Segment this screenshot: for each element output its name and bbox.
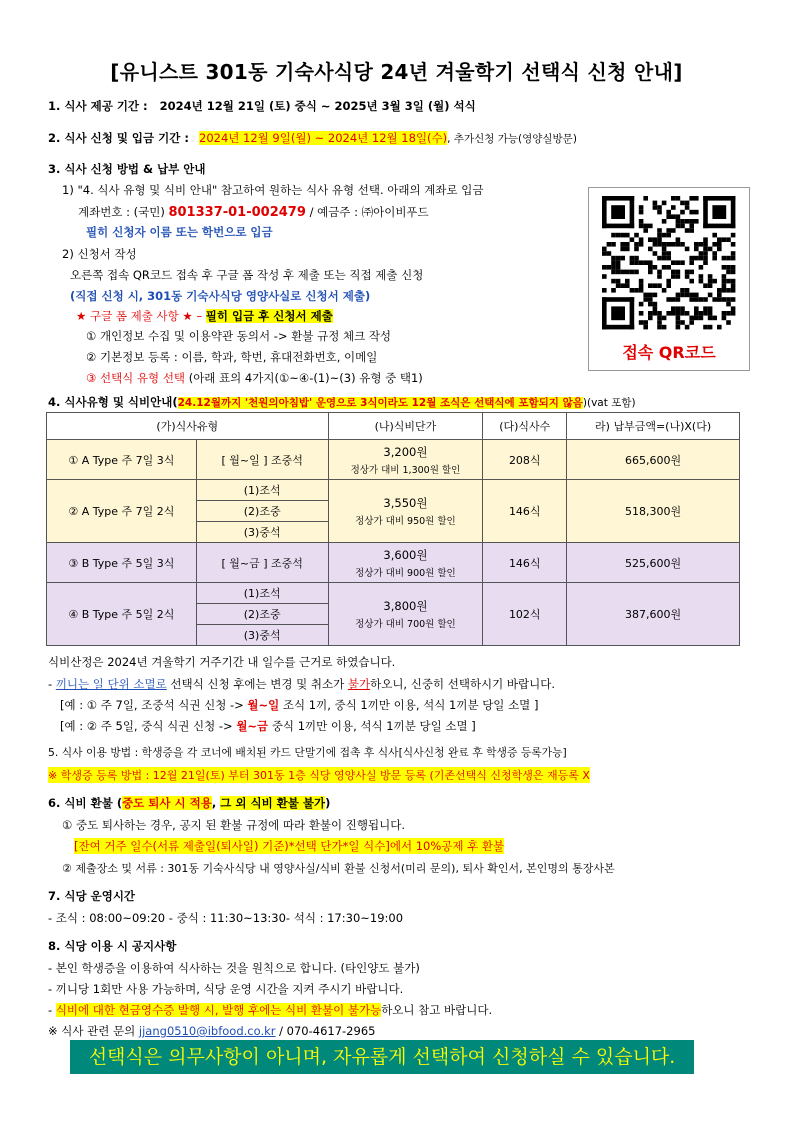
row-total: 525,600원 bbox=[567, 543, 740, 583]
row-price: 3,200원 정상가 대비 1,300원 할인 bbox=[328, 440, 483, 480]
kini-impossible: 불가 bbox=[347, 677, 371, 691]
row-count: 102식 bbox=[483, 583, 567, 646]
contact-email-link[interactable]: jjang0510@ibfood.co.kr bbox=[138, 1024, 276, 1038]
row-count: 208식 bbox=[483, 440, 567, 480]
example-2: [예 : ② 주 5일, 중식 식권 신청 -> 월~금 중식 1끼만 이용, 석식 1끼분 당일 소멸 ] bbox=[60, 719, 476, 733]
row-price: 3,600원 정상가 대비 900원 할인 bbox=[328, 543, 483, 583]
notice-2: - 끼니당 1회만 사용 가능하며, 식당 운영 시간을 지켜 주시기 바랍니다. bbox=[48, 982, 404, 996]
s3-deposit-note: 필히 신청자 이름 또는 학번으로 입금 bbox=[86, 225, 273, 239]
s3-account bbox=[78, 204, 429, 220]
section-5: 5. 식사 이용 방법 : 학생증을 각 코너에 배치된 카드 단말기에 접촉 후 식사[식사신청 완료 후 학생증 등록가능] bbox=[48, 746, 567, 759]
notice-3: - 식비에 대한 현금영수증 발행 시, 발행 후에는 식비 환불이 불가능하오니 참고 바랍니다. bbox=[48, 1003, 493, 1017]
s2-period: 2024년 12월 9일(월) ~ 2024년 12월 18일(수) bbox=[199, 131, 448, 145]
s3-line1: 1) "4. 식사 유형 및 식비 안내" 참고하여 원하는 식사 유형 선택. 아래의 계좌로 입금 bbox=[62, 183, 484, 197]
section-8-heading: 8. 식당 이용 시 공지사항 bbox=[48, 939, 177, 953]
refund-not-allowed: 그 외 식비 환불 불가 bbox=[220, 796, 326, 810]
kini-underline: 끼니는 일 단위 소멸로 bbox=[55, 677, 167, 691]
s4-heading: 4. 식사유형 및 식비안내( bbox=[48, 395, 178, 409]
acct-holder: / 예금주 : ㈜아이비푸드 bbox=[309, 205, 429, 219]
calc-note: 식비산정은 2024년 겨울학기 거주기간 내 일수를 근거로 하였습니다. bbox=[48, 655, 396, 669]
row-meal: (3)중석 bbox=[196, 625, 328, 646]
refund-formula: [잔여 거주 일수(서류 제출일(퇴사일) 기준)*선택 단가*일 식수]에서 10%공제 후 환불 bbox=[74, 839, 505, 853]
table-row bbox=[47, 543, 740, 583]
s2-extra: , 추가신청 가능(영양실방문) bbox=[447, 133, 577, 145]
form-required-note: 필히 입금 후 신청서 제출 bbox=[205, 309, 333, 323]
row-count: 146식 bbox=[483, 480, 567, 543]
row-meal: [ 월~금 ] 조중석 bbox=[196, 543, 328, 583]
row-type: ② A Type 주 7일 2식 bbox=[47, 480, 197, 543]
check-3-detail: (아래 표의 4가지(①~④-(1)~(3) 유형 중 택1) bbox=[185, 371, 423, 385]
s3-line2a: 오른쪽 접속 QR코드 접속 후 구글 폼 작성 후 제출 또는 직접 제출 신청 bbox=[70, 268, 424, 282]
s1-label: 1. 식사 제공 기간 : bbox=[48, 99, 148, 113]
refund-applies: 중도 퇴사 시 적용 bbox=[122, 796, 212, 810]
table-row bbox=[47, 480, 740, 501]
form-star-label: ★ 구글 폼 제출 사항 ★ – bbox=[76, 309, 203, 323]
receipt-warning: 식비에 대한 현금영수증 발행 시, 발행 후에는 식비 환불이 불가능 bbox=[55, 1003, 382, 1017]
header-count: (다)식사수 bbox=[483, 413, 567, 440]
header-price: (나)식비단가 bbox=[328, 413, 483, 440]
row-count: 146식 bbox=[483, 543, 567, 583]
section-1 bbox=[48, 98, 476, 114]
s3-line2: 2) 신청서 작성 bbox=[62, 247, 137, 261]
qr-code-box[interactable] bbox=[588, 187, 750, 371]
s3-check-3 bbox=[86, 370, 423, 386]
s4-tail: )(vat 포함) bbox=[582, 397, 636, 409]
row-type: ④ B Type 주 5일 2식 bbox=[47, 583, 197, 646]
row-meal: (1)조석 bbox=[196, 583, 328, 604]
contact-line: ※ 식사 관련 문의 jjang0510@ibfood.co.kr / 070-4617-2965 bbox=[48, 1024, 376, 1038]
s2-label: 2. 식사 신청 및 입금 기간 : bbox=[48, 131, 189, 145]
s3-line2b: (직접 신청 시, 301동 기숙사식당 영양사실로 신청서 제출) bbox=[70, 289, 371, 303]
section-2 bbox=[48, 130, 577, 146]
header-total: 라) 납부금액=(나)X(다) bbox=[567, 413, 740, 440]
row-price: 3,800원 정상가 대비 700원 할인 bbox=[328, 583, 483, 646]
notice-1: - 본인 학생증을 이용하여 식사하는 것을 원칙으로 합니다. (타인양도 불가) bbox=[48, 961, 420, 975]
check-3-label: ③ 선택식 유형 선택 bbox=[86, 371, 186, 385]
s3-check-2: ② 기본정보 등록 : 이름, 학과, 학번, 휴대전화번호, 이메일 bbox=[86, 350, 378, 364]
s4-highlight: 24.12월까지 '천원의아침밥' 운영으로 3식이라도 12월 조식은 선택식에 포함되지 않음 bbox=[177, 397, 583, 409]
row-type: ① A Type 주 7일 3식 bbox=[47, 440, 197, 480]
row-meal: [ 월~일 ] 조중석 bbox=[196, 440, 328, 480]
acct-number: 801337-01-002479 bbox=[168, 205, 306, 220]
refund-rule-2: ② 제출장소 및 서류 : 301동 기숙사식당 내 영양사실/식비 환불 신청서(미리 문의), 퇴사 확인서, 본인명의 통장사본 bbox=[62, 862, 615, 875]
fee-table bbox=[46, 412, 740, 646]
section-3-heading: 3. 식사 신청 방법 & 납부 안내 bbox=[48, 162, 206, 176]
table-row bbox=[47, 583, 740, 604]
section-4-heading bbox=[48, 394, 636, 410]
row-meal: (2)조중 bbox=[196, 501, 328, 522]
operating-hours: - 조식 : 08:00~09:20 - 중식 : 11:30~13:30- 석식 : 17:30~19:00 bbox=[48, 911, 404, 925]
qr-code-icon bbox=[589, 188, 749, 338]
student-id-registration: ※ 학생증 등록 방법 : 12월 21일(토) 부터 301동 1층 식당 영양사실 방문 등록 (기존선택식 신청학생은 재등록 X bbox=[48, 769, 590, 782]
row-meal: (3)중석 bbox=[196, 522, 328, 543]
s3-form-items bbox=[76, 308, 333, 324]
row-type: ③ B Type 주 5일 3식 bbox=[47, 543, 197, 583]
optional-meal-banner: 선택식은 의무사항이 아니며, 자유롭게 선택하여 신청하실 수 있습니다. bbox=[70, 1040, 694, 1074]
section-7-heading: 7. 식당 운영시간 bbox=[48, 889, 136, 903]
row-meal: (1)조석 bbox=[196, 480, 328, 501]
example-1: [예 : ① 주 7일, 조중석 식권 신청 -> 월~일 조식 1끼, 중식 1끼만 이용, 석식 1끼분 당일 소멸 ] bbox=[60, 698, 539, 712]
row-meal: (2)조중 bbox=[196, 604, 328, 625]
s1-value: 2024년 12월 21일 (토) 중식 ~ 2025년 3월 3일 (월) 석식 bbox=[159, 99, 476, 113]
table-row bbox=[47, 440, 740, 480]
row-total: 518,300원 bbox=[567, 480, 740, 543]
refund-rule-1: ① 중도 퇴사하는 경우, 공지 된 환불 규정에 따라 환불이 진행됩니다. bbox=[62, 818, 406, 832]
page-title: [유니스트 301동 기숙사식당 24년 겨울학기 선택식 신청 안내] bbox=[110, 60, 683, 84]
acct-label: 계좌번호 : (국민) bbox=[78, 205, 165, 219]
header-type: (가)식사유형 bbox=[47, 413, 329, 440]
s3-check-1: ① 개인정보 수집 및 이용약관 동의서 -> 환불 규정 체크 작성 bbox=[86, 329, 392, 343]
kini-note: - 끼니는 일 단위 소멸로 선택식 신청 후에는 변경 및 취소가 불가하오니, 신중히 선택하시기 바랍니다. bbox=[48, 677, 556, 691]
row-total: 665,600원 bbox=[567, 440, 740, 480]
section-6-heading: 6. 식비 환불 (중도 퇴사 시 적용, 그 외 식비 환불 불가) bbox=[48, 796, 331, 810]
row-price: 3,550원 정상가 대비 950원 할인 bbox=[328, 480, 483, 543]
qr-caption: 접속 QR코드 bbox=[622, 343, 716, 362]
contact-phone: / 070-4617-2965 bbox=[275, 1024, 376, 1038]
row-total: 387,600원 bbox=[567, 583, 740, 646]
